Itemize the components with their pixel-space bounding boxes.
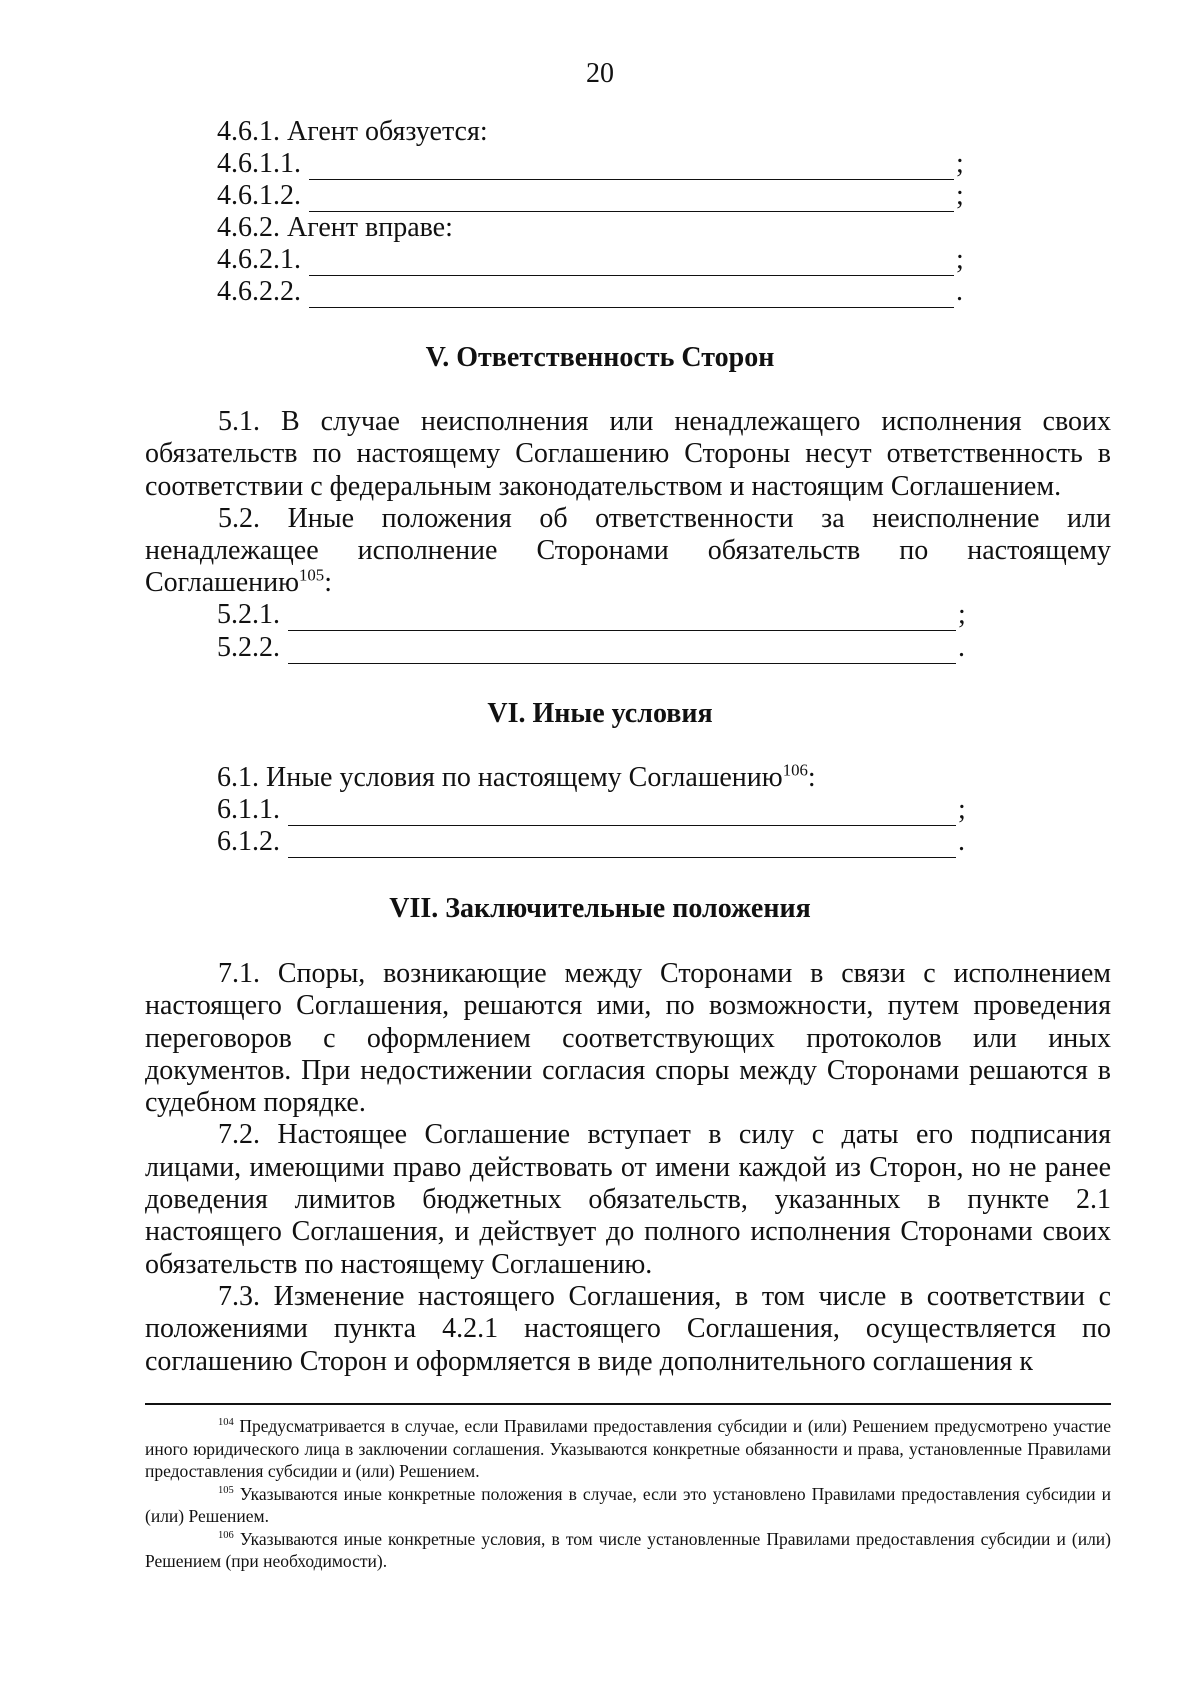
clause-number: 5.2.2. <box>217 632 280 663</box>
clause-number: 4.6.2.1. <box>217 244 301 275</box>
section-6-heading: VI. Иные условия <box>487 698 713 729</box>
clause-number: 5.2.1. <box>217 599 280 630</box>
section-5-paragraphs <box>145 406 1111 600</box>
fill-in-blank <box>309 251 954 276</box>
footnote-106 <box>145 1528 1111 1573</box>
footnote-104 <box>145 1415 1111 1483</box>
footnote-text: Указываются иные конкретные условия, в том числе установленные Правилами предоставления субсидии и (или) Решением (при необходимости). <box>145 1528 1111 1571</box>
clause-6-1-2 <box>217 826 965 858</box>
footnote-text: Указываются иные конкретные положения в случае, если это установлено Правилами предоставления субсидии и (или) Решением. <box>145 1483 1112 1526</box>
footnote-text: Предусматривается в случае, если Правилами предоставления субсидии и (или) Решением предусмотрено участие иного юридического лица в заключении соглашения. Указываются конкретные обязанности и права, установленные Правилами предоставления субсидии и (или) Решением. <box>145 1416 1112 1481</box>
fill-in-blank <box>288 833 956 858</box>
clause-6-1-text: 6.1. Иные условия по настоящему Соглашению <box>217 762 783 793</box>
clause-5-2-text: 5.2. Иные положения об ответственности за неисполнение или ненадлежащее исполнение Сторонами обязательств по настоящему Соглашению <box>145 502 1111 599</box>
fill-in-blank <box>309 155 954 180</box>
clause-6-1-1 <box>217 794 966 826</box>
fill-in-blank <box>309 283 954 308</box>
clause-7-1: 7.1. Споры, возникающие между Сторонами в связи с исполнением настоящего Соглашения, решаются ими, по возможности, путем проведения переговоров с оформлением соответствующих протоколов или иных документов. При недостижении согласия споры между Сторонами решаются в судебном порядке. <box>145 958 1111 1119</box>
clause-5-1: 5.1. В случае неисполнения или ненадлежащего исполнения своих обязательств по настоящему Соглашению Стороны несут ответственность в соответствии с федеральным законодательством и настоящим Соглашением. <box>145 406 1111 502</box>
clause-number: 4.6.1.2. <box>217 180 301 211</box>
footnote-mark: 106 <box>218 1529 234 1541</box>
fill-in-blank <box>309 187 954 212</box>
section-7-heading: VII. Заключительные положения <box>389 893 811 924</box>
clause-5-2-2 <box>217 632 965 664</box>
clause-4-6-2-1 <box>217 244 964 276</box>
page-number: 20 <box>586 58 614 89</box>
clause-number: 6.1.1. <box>217 794 280 825</box>
clause-end-mark: ; <box>956 244 964 275</box>
footnote-mark: 104 <box>218 1417 234 1429</box>
clause-number: 4.6.2.2. <box>217 276 301 307</box>
clause-number: 6.1.2. <box>217 826 280 857</box>
clause-4-6-2: 4.6.2. Агент вправе: <box>217 212 453 243</box>
clause-6-1-colon: : <box>807 762 816 793</box>
fill-in-blank <box>288 639 956 664</box>
clause-5-2 <box>145 503 1111 600</box>
clause-7-2: 7.2. Настоящее Соглашение вступает в силу с даты его подписания лицами, имеющими право действовать от имени каждой из Сторон, но не ранее доведения лимитов бюджетных обязательств, указанных в пункте 2.1 настоящего Соглашения, и действует до полного исполнения Сторонами своих обязательств по настоящему Соглашению. <box>145 1119 1111 1280</box>
clause-5-2-colon: : <box>324 567 332 599</box>
clause-end-mark: ; <box>958 599 966 630</box>
clause-number: 4.6.1.1. <box>217 148 301 179</box>
clause-end-mark: ; <box>958 794 966 825</box>
footnote-ref-106: 106 <box>782 760 808 780</box>
section-5-heading: V. Ответственность Сторон <box>425 342 775 373</box>
clause-6-1 <box>217 762 816 794</box>
fill-in-blank <box>288 801 956 826</box>
clause-4-6-1: 4.6.1. Агент обязуется: <box>217 116 488 147</box>
footnotes <box>145 1415 1111 1573</box>
footnote-mark: 105 <box>218 1484 234 1496</box>
clause-4-6-1-2 <box>217 180 964 212</box>
clause-5-2-1 <box>217 599 966 631</box>
clause-end-mark: . <box>958 632 965 663</box>
footnote-ref-105: 105 <box>299 566 325 586</box>
fill-in-blank <box>288 606 956 631</box>
clause-4-6-1-1 <box>217 148 964 180</box>
clause-end-mark: . <box>958 826 965 857</box>
clause-7-3: 7.3. Изменение настоящего Соглашения, в том числе в соответствии с положениями пункта 4.2.1 настоящего Соглашения, осуществляется по соглашению Сторон и оформляется в виде дополнительного соглашения к <box>145 1280 1111 1377</box>
footnote-separator <box>145 1403 1111 1405</box>
clause-end-mark: . <box>956 276 963 307</box>
footnote-105 <box>145 1483 1111 1528</box>
clause-end-mark: ; <box>956 180 964 211</box>
section-7-paragraphs <box>145 958 1111 1378</box>
clause-end-mark: ; <box>956 148 964 179</box>
clause-4-6-2-2 <box>217 276 963 308</box>
